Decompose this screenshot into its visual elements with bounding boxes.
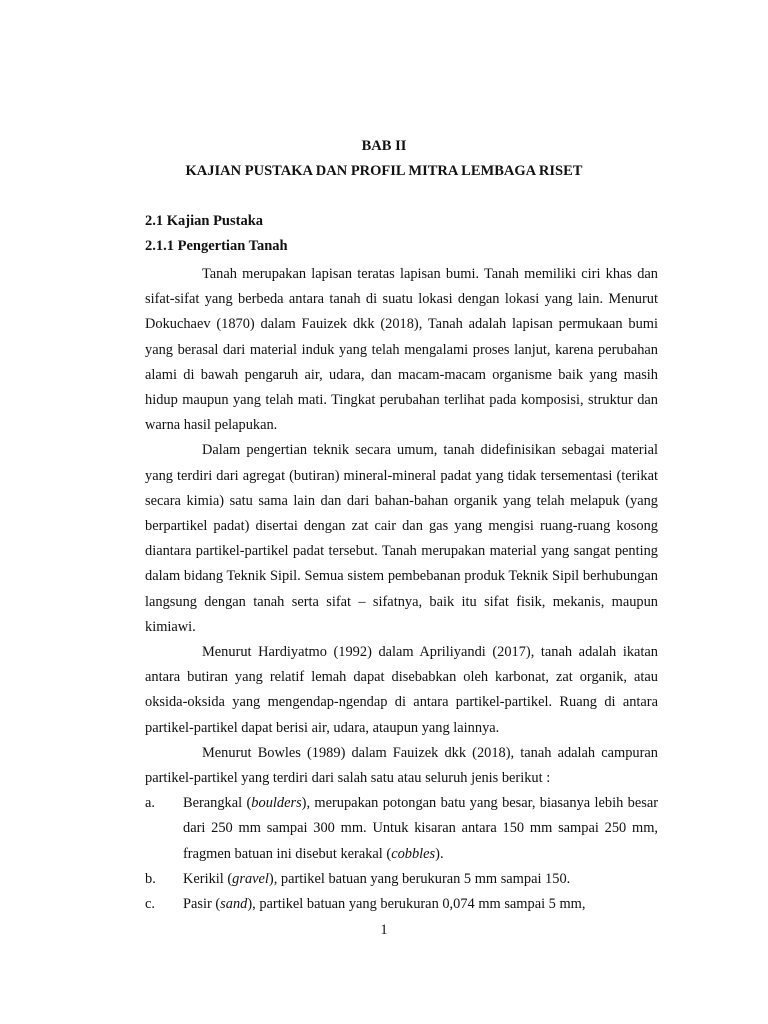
list-item [145, 867, 658, 892]
list-text: ), merupakan potongan batu yang besar, biasanya lebih besar dari 250 mm sampai 300 mm. Untuk kisaran antara 150 mm sampai 250 mm, fragmen batuan ini disebut kerakal ( [183, 795, 658, 862]
list-term: cobbles [391, 845, 436, 862]
list-text: ). [435, 845, 444, 862]
list-text: ), partikel batuan yang berukuran 5 mm sampai 150. [268, 870, 571, 887]
paragraph: Tanah merupakan lapisan teratas lapisan bumi. Tanah memiliki ciri khas dan sifat-sifat yang berbeda antara tanah di suatu lokasi dengan lokasi yang lain. Menurut Dokuchaev (1870) dalam Fauizek dkk (2018), Tanah adalah lapisan permukaan bumi yang berasal dari material induk yang telah mengalami proses lanjut, karena perubahan alami di bawah pengaruh air, udara, dan macam-macam organisme baik yang masih hidup maupun yang telah mati. Tingkat perubahan terlihat pada komposisi, struktur dan warna hasil pelapukan. [145, 266, 658, 434]
list-text: ), partikel batuan yang berukuran 0,074 mm sampai 5 mm, [247, 896, 586, 913]
list-text: Pasir ( [183, 896, 221, 913]
list-term: boulders [251, 795, 302, 812]
chapter-number: BAB II [361, 138, 407, 154]
list-text: Berangkal ( [183, 795, 252, 812]
paragraph: Menurut Hardiyatmo (1992) dalam Apriliyandi (2017), tanah adalah ikatan antara butiran yang relatif lemah dapat disebabkan oleh karbonat, zat organik, atau oksida-oksida yang mengendap-ngendap di antara partikel-partikel. Ruang di antara partikel-partikel dapat berisi air, udara, ataupun yang lainnya. [145, 644, 658, 736]
list-text: Kerikil ( [183, 870, 233, 887]
body-text [145, 262, 658, 917]
list-item [145, 892, 658, 917]
list-marker: c. [145, 896, 155, 913]
list-marker: b. [145, 870, 156, 887]
paragraph: Menurut Bowles (1989) dalam Fauizek dkk (2018), tanah adalah campuran partikel-partikel yang terdiri dari salah satu atau seluruh jenis berikut : [145, 744, 658, 787]
subsection-heading: 2.1.1 Pengertian Tanah [145, 238, 288, 254]
list-term: gravel [232, 870, 269, 887]
list-marker: a. [145, 795, 155, 812]
list-term: sand [220, 896, 248, 913]
list-item [145, 791, 658, 867]
section-heading: 2.1 Kajian Pustaka [145, 213, 264, 229]
soil-type-list [145, 791, 658, 917]
page-number: 1 [380, 922, 388, 938]
paragraph: Dalam pengertian teknik secara umum, tanah didefinisikan sebagai material yang terdiri dari agregat (butiran) mineral-mineral padat yang tidak tersementasi (terikat secara kimia) satu sama lain dan dari bahan-bahan organik yang telah melapuk (yang berpartikel padat) disertai dengan zat cair dan gas yang mengisi ruang-ruang kosong diantara partikel-partikel padat tersebut. Tanah merupakan material yang sangat penting dalam bidang Teknik Sipil. Semua sistem pembebanan produk Teknik Sipil berhubungan langsung dengan tanah serta sifat – sifatnya, baik itu sifat fisik, mekanis, maupun kimiawi. [145, 442, 658, 635]
chapter-title: KAJIAN PUSTAKA DAN PROFIL MITRA LEMBAGA RISET [185, 163, 583, 179]
